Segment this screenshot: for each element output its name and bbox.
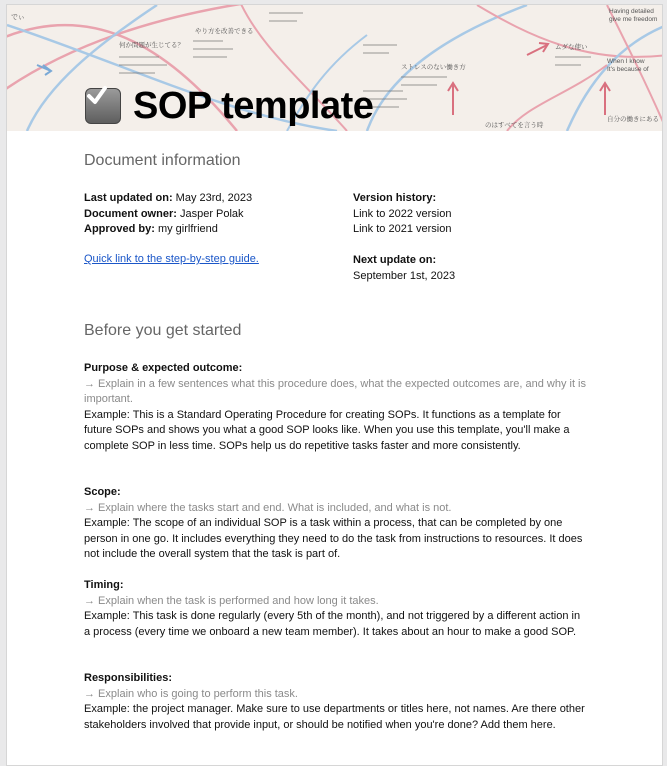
- approved-by-value: my girlfriend: [154, 223, 218, 235]
- cover-image: [7, 5, 662, 131]
- document-page: [6, 4, 663, 766]
- version-link-2022[interactable]: Link to 2022 version: [353, 207, 452, 220]
- next-update-label: Next update on:: [353, 254, 437, 266]
- version-history-label: Version history:: [353, 192, 437, 204]
- document-owner-value: Jasper Polak: [176, 207, 244, 220]
- doc-info-left: [84, 191, 252, 238]
- cover-note: ストレスのない働き方: [401, 64, 466, 71]
- section-example: Example: The scope of an individual SOP is a task within a process, that can be completed by one person in one go. It includes everything they need to do the task from instructions to resources. It does not include the overall system that the task is part of.: [84, 517, 583, 560]
- cover-note: When I know: [607, 58, 645, 65]
- last-updated-value: May 23rd, 2023: [172, 192, 253, 204]
- section-label: Responsibilities:: [84, 672, 173, 684]
- checkbox-icon: [85, 88, 121, 124]
- section-purpose: [84, 361, 589, 454]
- section-label: Timing:: [84, 579, 124, 591]
- cover-note: 自分の働きにある: [607, 116, 659, 123]
- cover-note: It's because of: [607, 66, 649, 73]
- section-responsibilities: [84, 671, 589, 733]
- next-update-value: September 1st, 2023: [353, 269, 456, 282]
- cover-note: ムダな使い: [555, 44, 588, 51]
- section-label: Scope:: [84, 486, 121, 498]
- cover-note: でぃ: [11, 14, 25, 21]
- section-example: Example: This is a Standard Operating Procedure for creating SOPs. It functions as a template for future SOPs and shows you what a good SOP looks like. When you use this template, you'll make a complete SOP in less time. SOPs help us do repetitive tasks faster and more consistently.: [84, 408, 570, 452]
- section-scope: [84, 485, 589, 563]
- title-row: [85, 83, 373, 129]
- next-update: [353, 253, 455, 284]
- doc-info-right: [353, 191, 451, 238]
- cover-note: Having detailed: [609, 8, 654, 15]
- before-you-start-heading: Before you get started: [84, 322, 242, 339]
- cover-note: 何か問題が生じてる？: [119, 42, 184, 49]
- section-hint: → Explain when the task is performed and how long it takes.: [84, 594, 379, 607]
- version-link-2021[interactable]: Link to 2021 version: [353, 223, 452, 235]
- section-hint: → Explain where the tasks start and end. What is included, and what is not.: [84, 501, 452, 514]
- section-hint: → Explain in a few sentences what this procedure does, what the expected outcomes are, and why it is important.: [84, 377, 586, 405]
- quick-link-guide[interactable]: Quick link to the step-by-step guide.: [84, 253, 259, 265]
- cover-note: のはすべてを言う時: [485, 122, 544, 129]
- document-information-heading: Document information: [84, 152, 241, 169]
- cover-note: やり方を改善できる: [195, 28, 254, 35]
- cover-note: give me freedom: [609, 16, 658, 23]
- section-hint: → Explain who is going to perform this task.: [84, 687, 298, 700]
- document-title: SOP template: [133, 84, 374, 127]
- last-updated-label: Last updated on:: [84, 192, 173, 204]
- document-owner-label: Document owner:: [84, 207, 177, 220]
- section-example: Example: This task is done regularly (every 5th of the month), and not triggered by a different action in a process (every time we onboard a new team member). It takes about an hour to make a good SOP.: [84, 610, 581, 638]
- section-example: Example: the project manager. Make sure to use departments or titles here, not names. Are there other stakeholders involved that provide input, or should be notified when you're done? Add them here.: [84, 703, 585, 731]
- section-timing: [84, 578, 589, 640]
- section-label: Purpose & expected outcome:: [84, 362, 243, 374]
- approved-by-label: Approved by:: [84, 223, 155, 235]
